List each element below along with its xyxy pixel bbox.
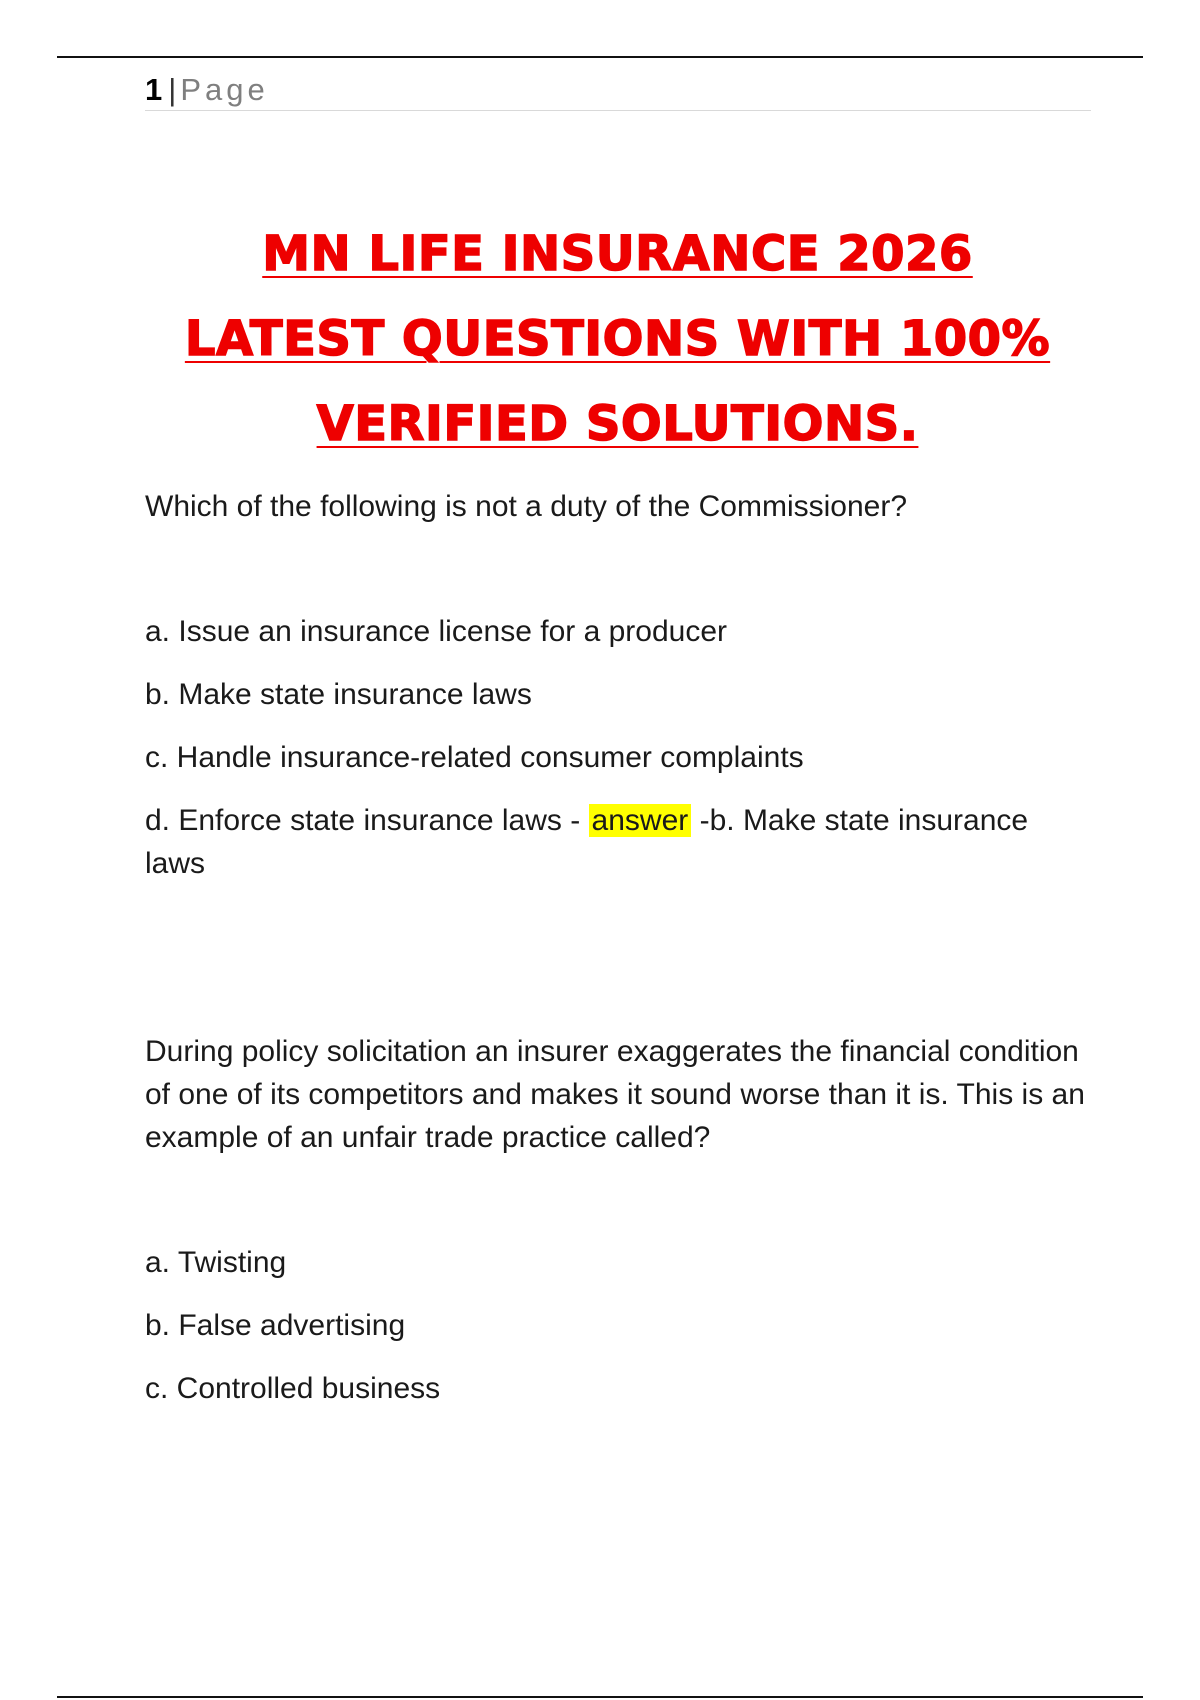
option-b: b. Make state insurance laws (145, 678, 532, 711)
title-line: VERIFIED SOLUTIONS. (316, 396, 919, 452)
question-1 (145, 485, 1095, 528)
option-c: c. Controlled business (145, 1372, 441, 1405)
bottom-rule (57, 1696, 1143, 1698)
title-line: MN LIFE INSURANCE 2026 (262, 226, 973, 282)
option-b: b. False advertising (145, 1309, 406, 1342)
page-separator: | (168, 72, 177, 107)
page-header (145, 70, 1091, 111)
answer-marker: answer (589, 804, 692, 837)
document-title (100, 212, 1135, 467)
page-label: Page (180, 72, 269, 107)
answer-text: -b. Make state insurance laws (145, 804, 1029, 880)
option-a: a. Issue an insurance license for a producer (145, 615, 727, 648)
page-number: 1 (145, 72, 163, 107)
question-prompt: Which of the following is not a duty of the Commissioner? (145, 490, 908, 523)
title-line: LATEST QUESTIONS WITH 100% (184, 311, 1051, 367)
option-d-with-answer (145, 799, 1095, 885)
question-2 (145, 1030, 1095, 1159)
question-prompt: During policy solicitation an insurer exaggerates the financial condition of one of its competitors and makes it sound worse than it is. This is an example of an unfair trade practice called? (145, 1035, 1085, 1154)
option-a: a. Twisting (145, 1246, 287, 1279)
option-d: d. Enforce state insurance laws - (145, 804, 589, 837)
option-c: c. Handle insurance-related consumer complaints (145, 741, 804, 774)
question-1-options (145, 610, 1095, 905)
top-rule (57, 56, 1143, 58)
question-2-options (145, 1241, 1095, 1430)
